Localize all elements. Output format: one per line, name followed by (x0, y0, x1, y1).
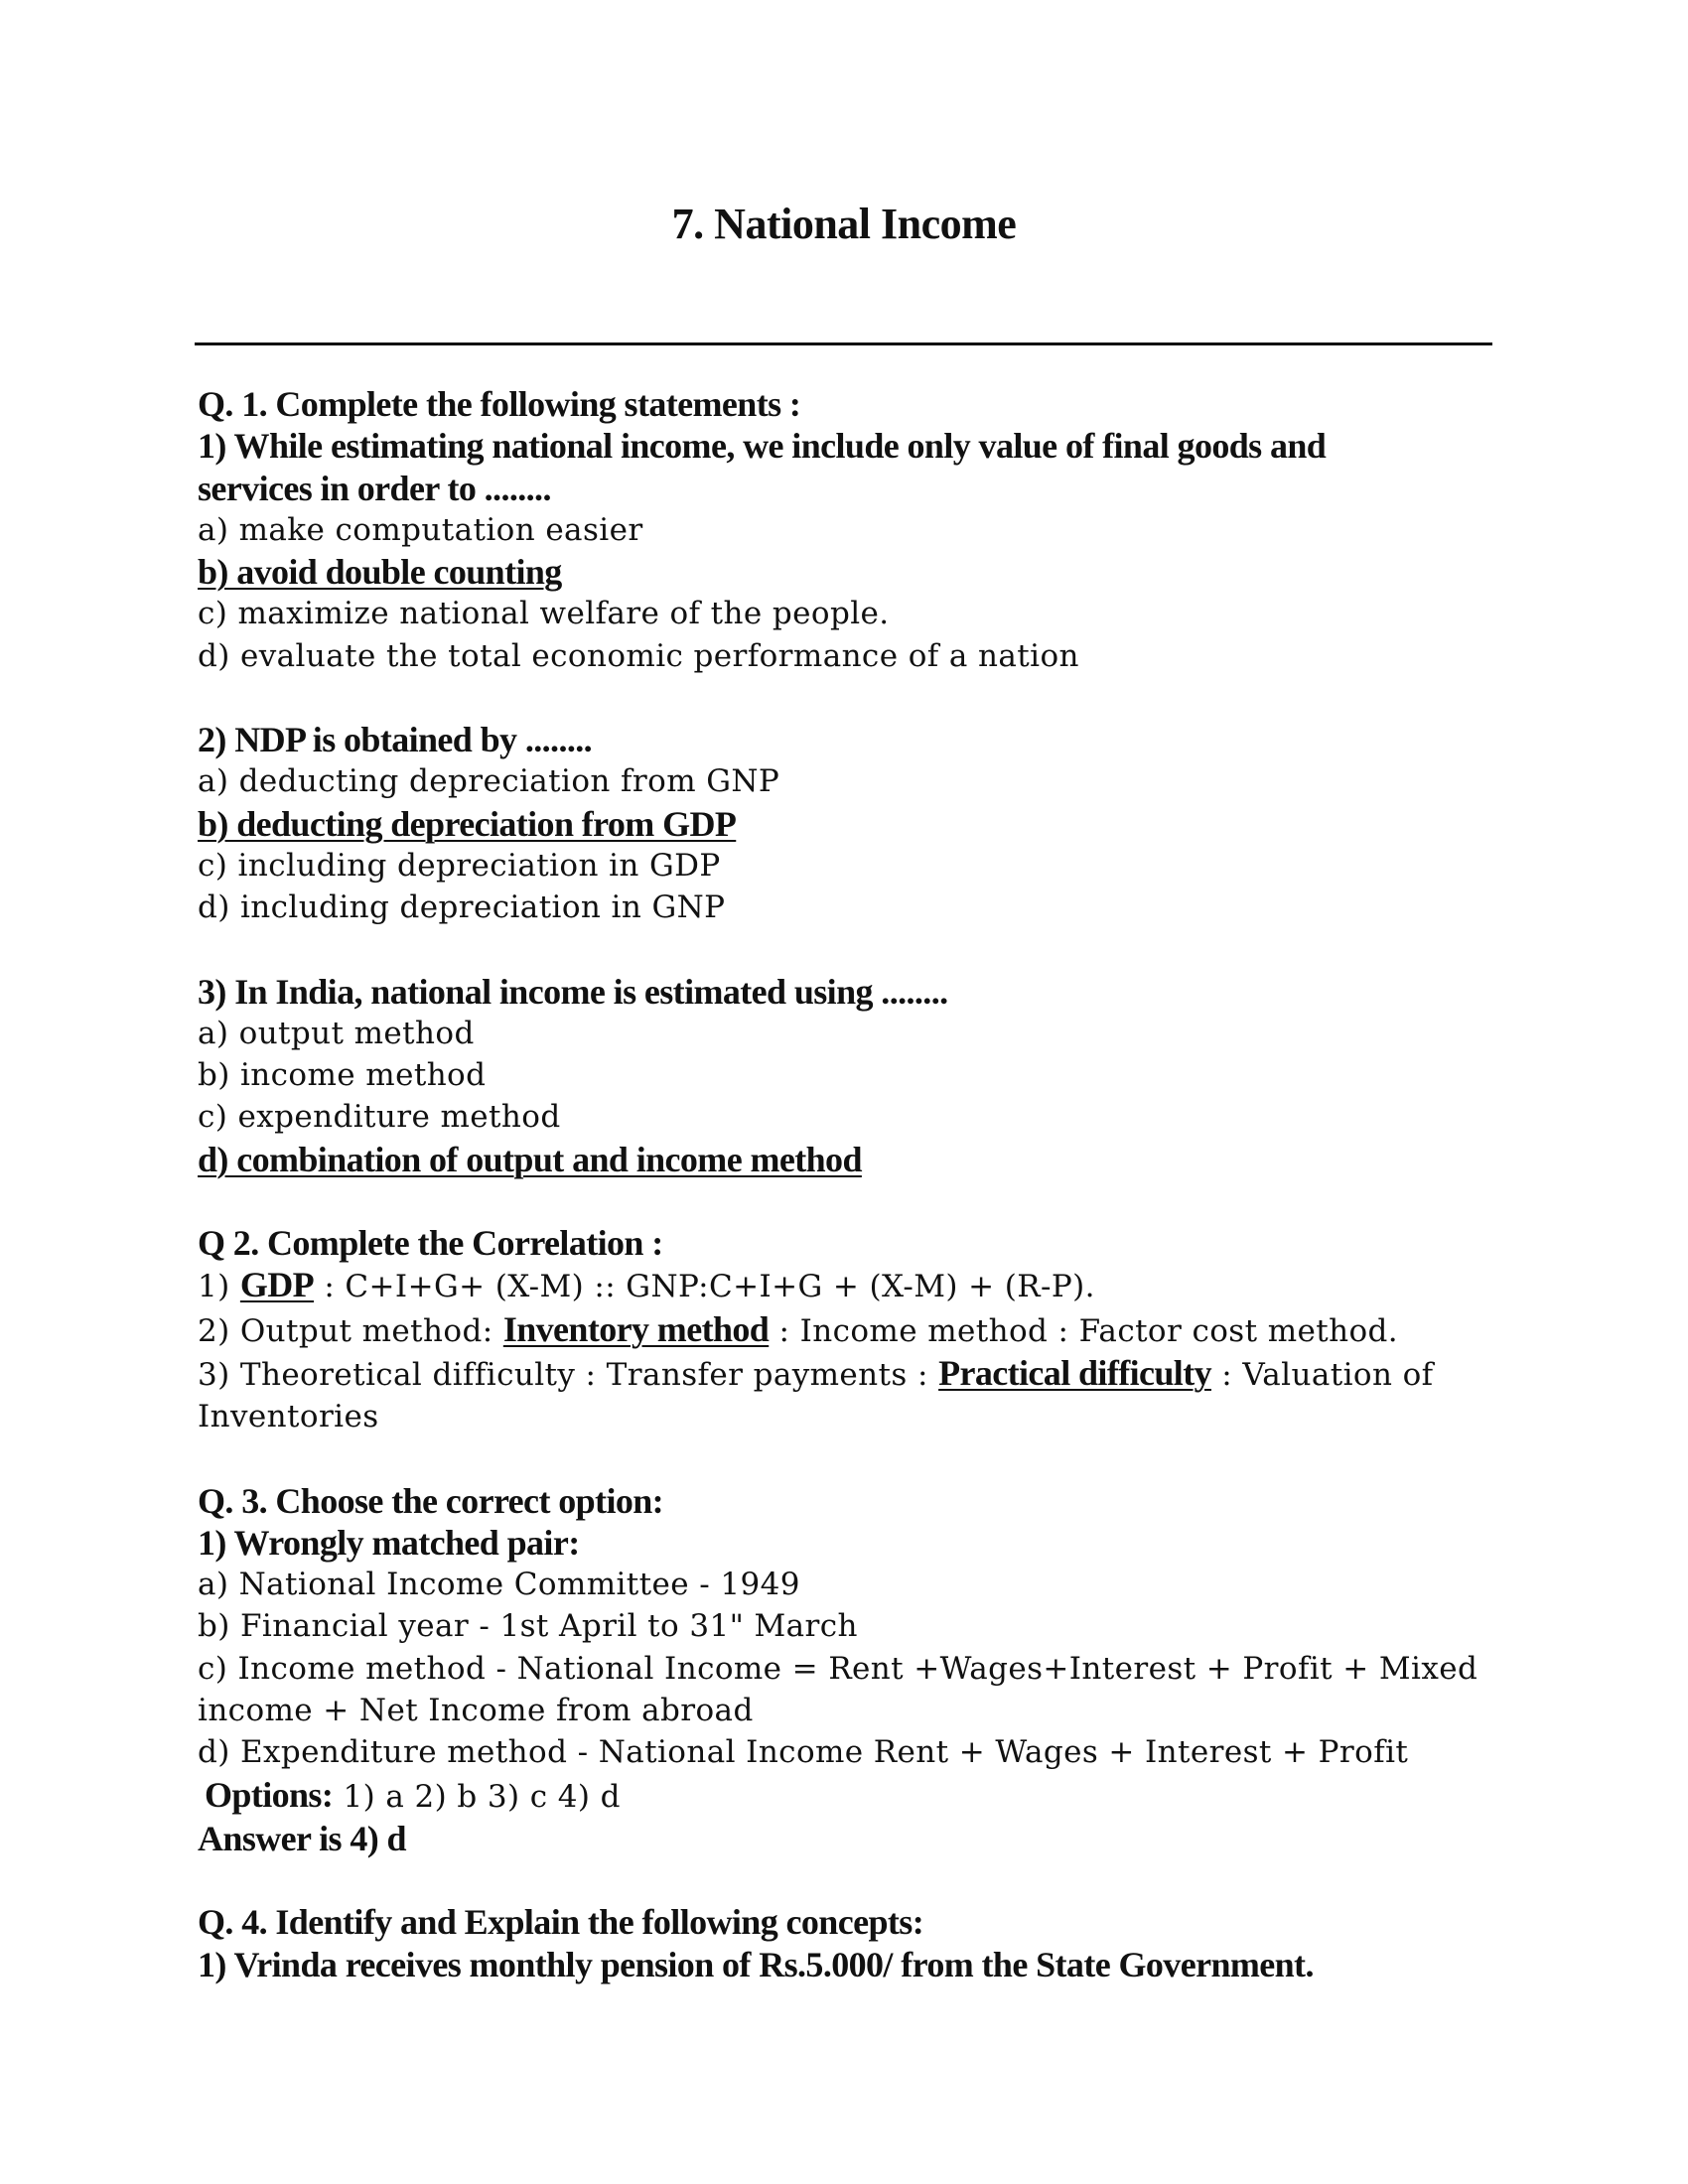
spacer (198, 1438, 1508, 1480)
q1-item3-option-a: a) output method (198, 1015, 475, 1051)
q1-item2-option-a: a) deducting depreciation from GNP (198, 763, 780, 800)
page-title: 7. National Income (671, 200, 1017, 248)
q4-heading: Q. 4. Identify and Explain the following concepts: (198, 1902, 924, 1943)
q1-item1-option-b-answer: b) avoid double counting (198, 552, 562, 593)
q1-item3-option-c: c) expenditure method (198, 1099, 561, 1136)
q2-correlation-3-continued: Inventories (198, 1399, 379, 1435)
q1-item1-question-line2: services in order to ........ (198, 468, 551, 508)
q1-item3-option-b: b) income method (198, 1057, 487, 1094)
q1-item1-option-a: a) make computation easier (198, 511, 643, 548)
q1-item3-option-d-answer: d) combination of output and income method (198, 1139, 862, 1179)
q2-line2-answer: Inventory method (502, 1308, 770, 1349)
q1-item2-question: 2) NDP is obtained by ........ (198, 720, 593, 760)
q3-pair-d: d) Expenditure method - National Income Rent + Wages + Interest + Profit (198, 1734, 1409, 1771)
q3-answer: Answer is 4) d (198, 1818, 406, 1858)
title-divider (195, 342, 1492, 345)
q1-item1-question-line1: 1) While estimating national income, we include only value of final goods and (198, 426, 1327, 467)
spacer (198, 1180, 1508, 1222)
q4-item1: 1) Vrinda receives monthly pension of Rs.5.000/ from the State Government. (198, 1944, 1314, 1984)
q3-heading: Q. 3. Choose the correct option: (198, 1480, 664, 1521)
q2-line3-answer: Practical difficulty (938, 1352, 1211, 1393)
q1-item2-option-d: d) including depreciation in GNP (198, 889, 726, 926)
q2-line2-prefix: 2) Output method: (198, 1312, 503, 1349)
q2-line2-rest: : Income method : Factor cost method. (769, 1312, 1399, 1349)
q3-options-label: Options: (205, 1774, 334, 1815)
q3-pair-c: c) Income method - National Income = Rent +Wages+Interest + Profit + Mixed (198, 1650, 1478, 1687)
q1-item1-option-c: c) maximize national welfare of the people. (198, 596, 890, 632)
q3-pair-b: b) Financial year - 1st April to 31" March (198, 1608, 858, 1645)
q3-pair-c-continued: income + Net Income from abroad (198, 1693, 754, 1729)
q2-line1-prefix: 1) (198, 1269, 240, 1305)
spacer (198, 1859, 1508, 1901)
q2-correlation-1 (198, 1264, 1508, 1307)
q2-correlation-3 (198, 1352, 1508, 1396)
q2-line1-rest: : C+I+G+ (X-M) :: GNP:C+I+G + (X-M) + (R-P). (314, 1269, 1095, 1305)
q2-line3-rest: : Valuation of (1211, 1356, 1434, 1393)
q1-item2-option-b-answer: b) deducting depreciation from GDP (198, 803, 737, 844)
spacer (198, 677, 1508, 719)
q3-subheading: 1) Wrongly matched pair: (198, 1522, 580, 1563)
q3-options (198, 1774, 1508, 1818)
spacer (198, 929, 1508, 971)
q1-heading: Q. 1. Complete the following statements : (198, 384, 801, 424)
q1-item1-option-d: d) evaluate the total economic performance of a nation (198, 637, 1079, 674)
q3-options-text: 1) a 2) b 3) c 4) d (333, 1778, 621, 1815)
q2-heading: Q 2. Complete the Correlation : (198, 1223, 663, 1264)
q1-item2-option-c: c) including depreciation in GDP (198, 847, 721, 884)
q2-line3-prefix: 3) Theoretical difficulty : Transfer payments : (198, 1356, 939, 1393)
q1-item3-question: 3) In India, national income is estimated using ........ (198, 971, 948, 1012)
q2-line1-answer: GDP (239, 1265, 315, 1305)
q3-pair-a: a) National Income Committee - 1949 (198, 1567, 800, 1603)
worksheet-content (198, 383, 1508, 1985)
q2-correlation-2 (198, 1308, 1508, 1352)
